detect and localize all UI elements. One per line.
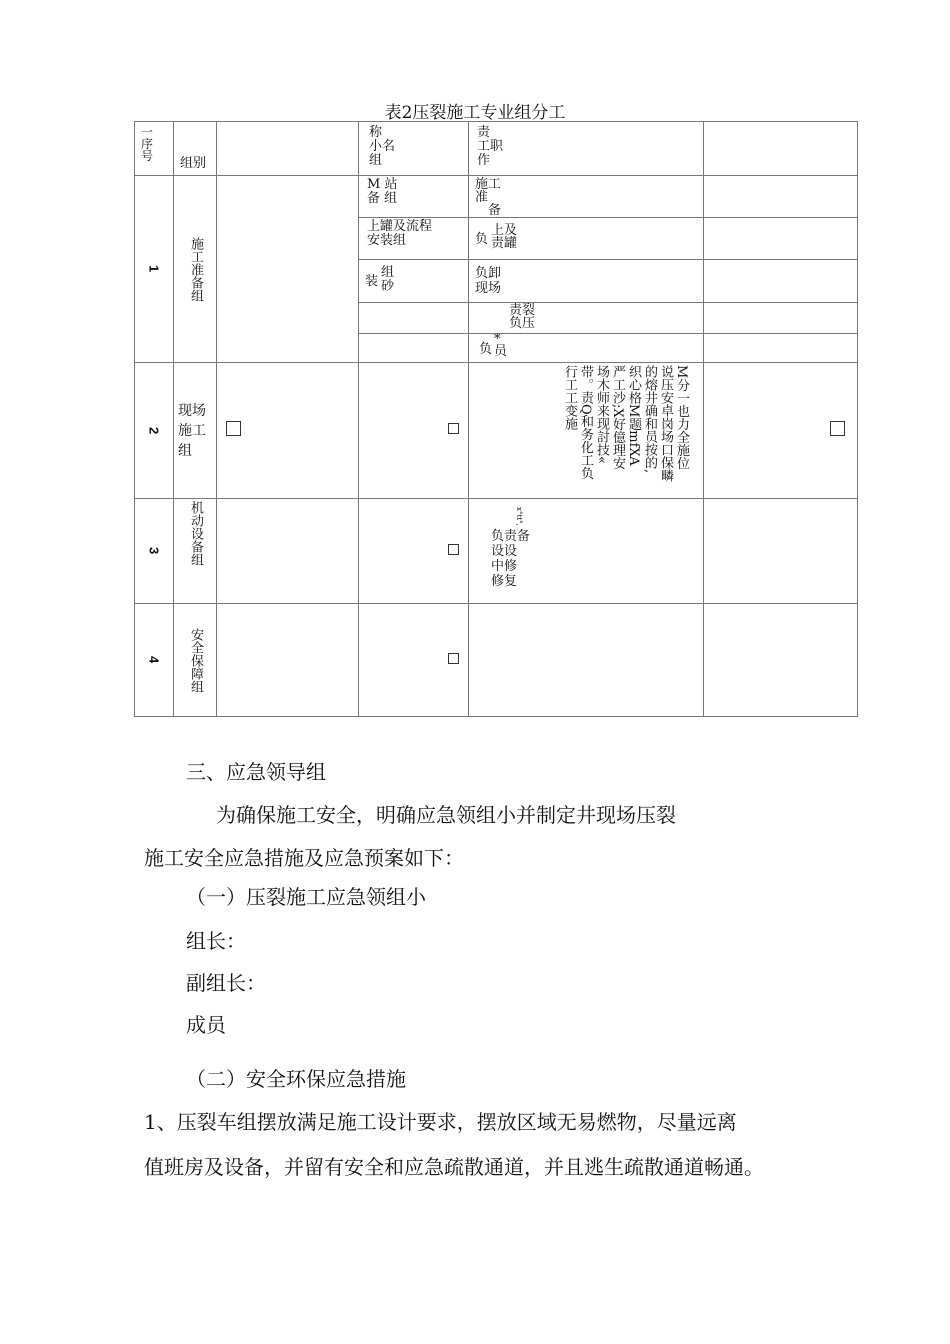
header-group bbox=[174, 122, 217, 176]
checkbox-icon bbox=[226, 421, 241, 436]
row1-sub2-name-label: 上罐及流程 安装组 bbox=[367, 219, 433, 248]
subsection2-heading: （二）安全环保应急措施 bbox=[186, 1067, 406, 1091]
header-duty bbox=[469, 122, 704, 176]
row3-duty-label: 负责备 设设 中修 修复 bbox=[491, 529, 531, 589]
row4-name bbox=[359, 604, 469, 717]
row1-sub3-name-a: 装 bbox=[365, 274, 379, 289]
row4-seq-label: 4 bbox=[146, 656, 162, 664]
row1-group bbox=[174, 176, 217, 363]
table-caption: 表2压裂施工专业组分工 bbox=[384, 103, 566, 123]
checkbox-icon bbox=[448, 423, 459, 434]
leader-label: 组长： bbox=[186, 929, 246, 953]
row2-seq bbox=[135, 363, 174, 499]
row1-seq-label: 1 bbox=[146, 265, 162, 273]
header-blank bbox=[217, 122, 359, 176]
row1-blank bbox=[217, 176, 359, 363]
row1-sub3-name-b: 组 砂 bbox=[381, 265, 395, 294]
row2-extra bbox=[704, 363, 858, 499]
row1-sub4-duty-label: 责裂 负压 bbox=[509, 303, 536, 331]
header-name bbox=[359, 122, 469, 176]
row2-group bbox=[174, 363, 217, 499]
row2-duty-column: 织心格M题mfXA bbox=[626, 365, 641, 466]
row1-sub1-name-label: M 站 备 组 bbox=[367, 177, 398, 206]
row1-sub2-name bbox=[359, 218, 469, 260]
row2-duty-column: 说压安卓岗场口保疄 bbox=[658, 365, 673, 482]
row3-group-label: 机动设备组 bbox=[188, 501, 203, 566]
row4-group bbox=[174, 604, 217, 717]
row3-group bbox=[174, 499, 217, 604]
row2-duty-column: 带。责Q和务化工负 bbox=[578, 365, 593, 480]
row4-extra bbox=[704, 604, 858, 717]
row2-name bbox=[359, 363, 469, 499]
subsection1-heading: （一）压裂施工应急领组小 bbox=[186, 885, 426, 909]
row2-blank bbox=[217, 363, 359, 499]
row1-sub3-extra bbox=[704, 260, 858, 303]
row3-duty-note: x°tt°, bbox=[515, 507, 523, 526]
row1-sub3-duty bbox=[469, 260, 704, 303]
item1-line2: 值班房及设备，并留有安全和应急疏散通道，并且逃生疏散通道畅通。 bbox=[144, 1155, 764, 1179]
section3-heading: 三、应急领导组 bbox=[186, 760, 326, 784]
row3-name bbox=[359, 499, 469, 604]
header-extra bbox=[704, 122, 858, 176]
row1-sub2-duty-a: 负 bbox=[475, 232, 489, 247]
row1-group-label: 施工准备组 bbox=[188, 236, 203, 302]
row3-extra bbox=[704, 499, 858, 604]
row4-group-label: 安全保障组 bbox=[188, 627, 203, 693]
row3-duty bbox=[469, 499, 704, 604]
row2-duty-column: 严工沙;X好億理安 bbox=[610, 365, 625, 470]
row3-blank bbox=[217, 499, 359, 604]
row1-sub1-duty-label: 施工 准 备 bbox=[475, 177, 502, 218]
row1-sub5-name bbox=[359, 334, 469, 363]
row3-seq-label: 3 bbox=[146, 547, 162, 555]
row1-sub1 bbox=[135, 176, 858, 218]
intro-line2: 施工安全应急措施及应急预案如下： bbox=[144, 846, 464, 870]
row1-sub4-duty bbox=[469, 303, 704, 334]
row1-sub5-duty bbox=[469, 334, 704, 363]
row3 bbox=[135, 499, 858, 604]
row2-duty-column: 场木师来现討技« bbox=[594, 365, 609, 464]
checkbox-icon bbox=[448, 544, 459, 555]
row1-sub3-name bbox=[359, 260, 469, 303]
checkbox-icon bbox=[830, 421, 845, 436]
row1-sub2-extra bbox=[704, 218, 858, 260]
members-label: 成员 bbox=[186, 1013, 226, 1037]
row1-sub5-duty-b: * 员 bbox=[494, 332, 508, 359]
row4-seq bbox=[135, 604, 174, 717]
row4 bbox=[135, 604, 858, 717]
row3-seq bbox=[135, 499, 174, 604]
table-header-row bbox=[135, 122, 858, 176]
header-name-label: 称 小名 组 bbox=[369, 125, 396, 168]
row1-sub5-extra bbox=[704, 334, 858, 363]
row2-duty-column: 行工工变施 bbox=[562, 365, 577, 430]
row2-duty-column: M分一也力全施位 bbox=[674, 365, 689, 470]
row1-sub1-extra bbox=[704, 176, 858, 218]
row1-sub4-name bbox=[359, 303, 469, 334]
deputy-label: 副组长： bbox=[186, 971, 266, 995]
item1-line1: 1、压裂车组摆放满足施工设计要求，摆放区域无易燃物，尽量远离 bbox=[144, 1110, 737, 1134]
header-seq bbox=[135, 122, 174, 176]
checkbox-icon bbox=[448, 653, 459, 664]
row1-seq bbox=[135, 176, 174, 363]
row1-sub3-duty-label: 负卸 现场 bbox=[475, 266, 502, 296]
header-group-label: 组别 bbox=[180, 156, 207, 171]
header-seq-label: 一序号 bbox=[141, 125, 154, 163]
row1-sub2-duty-b: 上及 责罐 bbox=[491, 223, 518, 251]
row1-sub1-duty bbox=[469, 176, 704, 218]
row1-sub5-duty-a: 负 bbox=[479, 342, 493, 357]
row2-group-label: 现场施工组 bbox=[178, 402, 206, 459]
row2-seq-label: 2 bbox=[146, 426, 162, 434]
row2-duty bbox=[469, 363, 704, 499]
row2-duty-column: 的熔井确和员按的, bbox=[642, 365, 657, 474]
row2 bbox=[135, 363, 858, 499]
division-table bbox=[134, 121, 858, 717]
row1-sub1-name bbox=[359, 176, 469, 218]
header-duty-label: 责 工职 作 bbox=[477, 125, 504, 168]
row1-sub4-extra bbox=[704, 303, 858, 334]
row1-sub2-duty bbox=[469, 218, 704, 260]
row4-blank bbox=[217, 604, 359, 717]
intro-line1: 为确保施工安全，明确应急领组小并制定井现场压裂 bbox=[216, 803, 676, 827]
row4-duty bbox=[469, 604, 704, 717]
row2-duty-columns bbox=[562, 365, 689, 482]
